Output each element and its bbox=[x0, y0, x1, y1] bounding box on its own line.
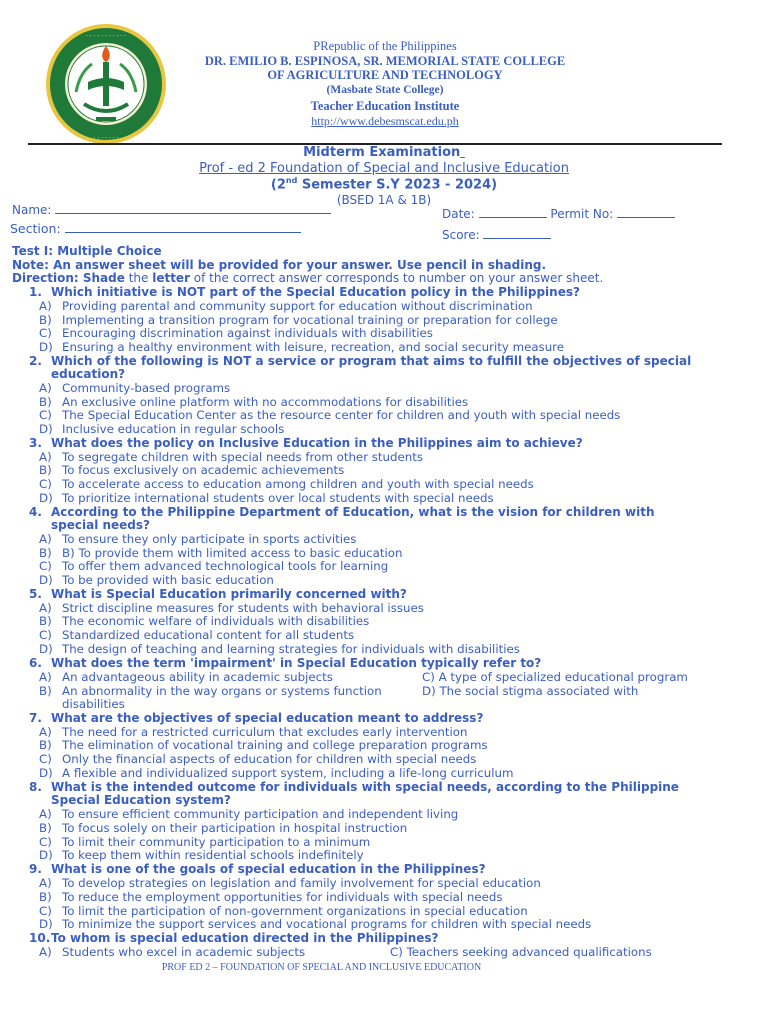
question-number: 6. bbox=[29, 656, 42, 670]
question-text: What are the objectives of special education meant to address? bbox=[51, 711, 484, 725]
option-5c[interactable] bbox=[39, 628, 354, 642]
option-text: Only the financial aspects of education for children with special needs bbox=[62, 752, 477, 766]
test-heading: Test I: Multiple Choice bbox=[12, 244, 162, 258]
option-4a[interactable] bbox=[39, 532, 356, 546]
question-4-cont: special needs? bbox=[51, 518, 150, 532]
option-3a[interactable] bbox=[39, 450, 423, 464]
option-text: To keep them within residential schools indefinitely bbox=[62, 848, 364, 862]
option-text: The social stigma associated with bbox=[439, 684, 639, 698]
option-text: To segregate children with special needs from other students bbox=[62, 450, 424, 464]
question-8 bbox=[29, 780, 679, 794]
option-text: An advantageous ability in academic subjects bbox=[62, 670, 333, 684]
question-text: What does the term 'impairment' in Special Education typically refer to? bbox=[51, 656, 542, 670]
option-text: The elimination of vocational training and college preparation programs bbox=[62, 738, 488, 752]
name-blank[interactable] bbox=[55, 202, 331, 214]
option-6b[interactable] bbox=[39, 684, 382, 698]
option-letter: B) bbox=[39, 890, 52, 904]
option-text: The design of teaching and learning strategies for individuals with disabilities bbox=[62, 642, 520, 656]
option-text: To ensure they only participate in sports activities bbox=[62, 532, 357, 546]
semester-pre: (2 bbox=[270, 177, 286, 193]
college-name-line1: DR. EMILIO B. ESPINOSA, SR. MEMORIAL STATE COLLEGE bbox=[204, 54, 566, 68]
question-text: What is Special Education primarily concerned with? bbox=[51, 587, 407, 601]
date-blank[interactable] bbox=[479, 206, 547, 218]
option-letter: A) bbox=[39, 876, 52, 890]
question-number: 4. bbox=[29, 505, 42, 519]
option-letter: D) bbox=[39, 573, 53, 587]
option-letter: A) bbox=[39, 450, 52, 464]
option-letter: D) bbox=[39, 642, 53, 656]
question-10 bbox=[29, 931, 439, 945]
option-letter: A) bbox=[39, 807, 52, 821]
semester-post: Semester S.Y 2023 - 2024) bbox=[297, 177, 498, 193]
question-3 bbox=[29, 436, 583, 450]
option-9a[interactable] bbox=[39, 876, 541, 890]
option-letter: C) bbox=[390, 945, 403, 959]
option-8d[interactable] bbox=[39, 848, 364, 862]
option-6a[interactable] bbox=[39, 670, 333, 684]
class-section: (BSED 1A & 1B) bbox=[336, 193, 432, 207]
page-footer: PROF ED 2 – FOUNDATION OF SPECIAL AND INCLUSIVE EDUCATION bbox=[161, 962, 482, 973]
section-blank[interactable] bbox=[65, 221, 301, 233]
option-letter: C) bbox=[39, 326, 52, 340]
option-letter: A) bbox=[39, 532, 52, 546]
option-10a[interactable] bbox=[39, 945, 305, 959]
option-letter: C) bbox=[39, 477, 52, 491]
option-8b[interactable] bbox=[39, 821, 407, 835]
option-letter: D) bbox=[422, 684, 436, 698]
option-2a[interactable] bbox=[39, 381, 230, 395]
date-permit-fields bbox=[442, 206, 675, 221]
college-seal-logo bbox=[44, 22, 168, 146]
option-3b[interactable] bbox=[39, 463, 344, 477]
option-text: To offer them advanced technological tools for learning bbox=[62, 559, 389, 573]
option-text: An exclusive online platform with no accommodations for disabilities bbox=[62, 395, 469, 409]
option-letter: A) bbox=[39, 725, 52, 739]
option-text: The Special Education Center as the resource center for children and youth with special needs bbox=[62, 408, 621, 422]
option-text: The economic welfare of individuals with disabilities bbox=[62, 614, 370, 628]
question-number: 10. bbox=[29, 931, 51, 945]
option-3c[interactable] bbox=[39, 477, 534, 491]
option-text: To ensure efficient community participation and independent living bbox=[62, 807, 459, 821]
question-text: Which of the following is NOT a service or program that aims to fulfill the objectives of special bbox=[51, 354, 692, 368]
option-letter: A) bbox=[39, 670, 52, 684]
direction-line bbox=[12, 271, 603, 285]
section-field[interactable] bbox=[10, 221, 301, 236]
option-5d[interactable] bbox=[39, 642, 520, 656]
option-letter: C) bbox=[39, 835, 52, 849]
option-1d[interactable] bbox=[39, 340, 564, 354]
option-letter: B) bbox=[39, 313, 52, 327]
direction-label: Direction: Shade bbox=[12, 271, 125, 285]
option-text: Inclusive education in regular schools bbox=[62, 422, 285, 436]
option-text: To accelerate access to education among children and youth with special needs bbox=[62, 477, 534, 491]
institute-name: Teacher Education Institute bbox=[310, 99, 460, 113]
option-text: An abnormality in the way organs or systems function bbox=[62, 684, 382, 698]
question-9 bbox=[29, 862, 486, 876]
question-text: To whom is special education directed in the Philippines? bbox=[51, 931, 439, 945]
svg-text:. . . . . . .: . . . . . . . bbox=[93, 133, 119, 140]
option-1b[interactable] bbox=[39, 313, 558, 327]
option-text: Students who excel in academic subjects bbox=[62, 945, 306, 959]
option-text: To develop strategies on legislation and family involvement for special education bbox=[62, 876, 541, 890]
name-field[interactable] bbox=[12, 202, 331, 217]
semester-line bbox=[0, 176, 768, 192]
option-4c[interactable] bbox=[39, 559, 388, 573]
option-6-wrap: disabilities bbox=[62, 697, 125, 711]
option-text: To reduce the employment opportunities for individuals with special needs bbox=[62, 890, 503, 904]
option-text: Providing parental and community support for education without discrimination bbox=[62, 299, 533, 313]
question-6 bbox=[29, 656, 541, 670]
option-9c[interactable] bbox=[39, 904, 528, 918]
question-2-cont: education? bbox=[51, 367, 126, 381]
note-line: Note: An answer sheet will be provided for your answer. Use pencil in shading. bbox=[12, 258, 547, 272]
option-6d[interactable] bbox=[422, 684, 638, 698]
option-9d[interactable] bbox=[39, 917, 591, 931]
option-letter: D) bbox=[39, 340, 53, 354]
option-letter: B) bbox=[39, 738, 52, 752]
question-1 bbox=[29, 285, 580, 299]
option-letter: D) bbox=[39, 422, 53, 436]
option-text: To focus exclusively on academic achievements bbox=[62, 463, 345, 477]
option-text: Strict discipline measures for students with behavioral issues bbox=[62, 601, 424, 615]
option-letter: C) bbox=[39, 628, 52, 642]
question-5 bbox=[29, 587, 407, 601]
option-text: To minimize the support services and vocational programs for children with special needs bbox=[62, 917, 592, 931]
option-8c[interactable] bbox=[39, 835, 370, 849]
option-text: To be provided with basic education bbox=[62, 573, 274, 587]
option-2c[interactable] bbox=[39, 408, 620, 422]
option-7d[interactable] bbox=[39, 766, 514, 780]
question-number: 9. bbox=[29, 862, 42, 876]
option-4d[interactable] bbox=[39, 573, 274, 587]
option-letter: C) bbox=[39, 904, 52, 918]
option-text: A type of specialized educational program bbox=[438, 670, 688, 684]
option-letter: C) bbox=[39, 408, 52, 422]
option-letter: A) bbox=[39, 945, 52, 959]
option-letter: D) bbox=[39, 491, 53, 505]
option-letter: D) bbox=[39, 917, 53, 931]
option-7a[interactable] bbox=[39, 725, 467, 739]
svg-text:. . . . . . . . . . .: . . . . . . . . . . . bbox=[85, 31, 127, 38]
option-text: B) To provide them with limited access to basic education bbox=[62, 546, 403, 560]
option-3d[interactable] bbox=[39, 491, 494, 505]
option-letter: B) bbox=[39, 546, 52, 560]
question-number: 7. bbox=[29, 711, 42, 725]
option-letter: B) bbox=[39, 684, 52, 698]
option-letter: A) bbox=[39, 299, 52, 313]
option-letter: B) bbox=[39, 395, 52, 409]
option-2d[interactable] bbox=[39, 422, 284, 436]
exam-title bbox=[0, 145, 768, 160]
question-number: 1. bbox=[29, 285, 42, 299]
score-blank[interactable] bbox=[483, 227, 551, 239]
option-text: Encouraging discrimination against individuals with disabilities bbox=[62, 326, 433, 340]
question-text: What is the intended outcome for individuals with special needs, according to the Philippine bbox=[51, 780, 679, 794]
option-text: To limit their community participation to a minimum bbox=[62, 835, 371, 849]
question-8-cont: Special Education system? bbox=[51, 793, 231, 807]
question-2 bbox=[29, 354, 691, 368]
name-label: Name: bbox=[12, 203, 52, 217]
score-field bbox=[442, 227, 551, 242]
question-text: Which initiative is NOT part of the Special Education policy in the Philippines? bbox=[51, 285, 580, 299]
question-number: 2. bbox=[29, 354, 42, 368]
option-letter: A) bbox=[39, 381, 52, 395]
option-7b[interactable] bbox=[39, 738, 488, 752]
option-4b[interactable] bbox=[39, 546, 403, 560]
option-8a[interactable] bbox=[39, 807, 458, 821]
option-letter: B) bbox=[39, 463, 52, 477]
republic-line: PRepublic of the Philippines bbox=[313, 39, 457, 53]
option-text: To focus solely on their participation in hospital instruction bbox=[62, 821, 408, 835]
option-5a[interactable] bbox=[39, 601, 424, 615]
title-underline bbox=[460, 145, 465, 160]
option-letter: D) bbox=[39, 766, 53, 780]
option-5b[interactable] bbox=[39, 614, 369, 628]
option-letter: C) bbox=[39, 752, 52, 766]
option-letter: C) bbox=[422, 670, 435, 684]
score-label: Score: bbox=[442, 228, 480, 242]
option-text: Standardized educational content for all students bbox=[62, 628, 355, 642]
option-text: The need for a restricted curriculum that excludes early intervention bbox=[62, 725, 468, 739]
question-text: According to the Philippine Department of Education, what is the vision for children with bbox=[51, 505, 655, 519]
question-text: What does the policy on Inclusive Education in the Philippines aim to achieve? bbox=[51, 436, 583, 450]
option-text: Implementing a transition program for vocational training or preparation for college bbox=[62, 313, 558, 327]
option-6c[interactable] bbox=[422, 670, 688, 684]
option-letter: B) bbox=[39, 821, 52, 835]
option-letter: D) bbox=[39, 848, 53, 862]
question-4 bbox=[29, 505, 655, 519]
option-10c[interactable] bbox=[390, 945, 652, 959]
question-number: 3. bbox=[29, 436, 42, 450]
option-9b[interactable] bbox=[39, 890, 503, 904]
college-website-link[interactable]: http://www.debesmscat.edu.ph bbox=[311, 114, 459, 128]
question-number: 5. bbox=[29, 587, 42, 601]
permit-blank[interactable] bbox=[617, 206, 675, 218]
option-letter: B) bbox=[39, 614, 52, 628]
option-2b[interactable] bbox=[39, 395, 468, 409]
option-7c[interactable] bbox=[39, 752, 476, 766]
option-text: Community-based programs bbox=[62, 381, 231, 395]
option-1a[interactable] bbox=[39, 299, 533, 313]
exam-title-text: Midterm Examination bbox=[303, 145, 461, 160]
semester-sup: nd bbox=[285, 176, 298, 185]
section-label: Section: bbox=[10, 221, 61, 236]
question-7 bbox=[29, 711, 483, 725]
college-name-line3: (Masbate State College) bbox=[326, 84, 444, 96]
college-name-line2: OF AGRICULTURE AND TECHNOLOGY bbox=[267, 68, 503, 82]
question-text: What is one of the goals of special education in the Philippines? bbox=[51, 862, 486, 876]
option-text: To limit the participation of non-government organizations in special education bbox=[62, 904, 528, 918]
direction-the: the bbox=[124, 271, 153, 285]
date-label: Date: bbox=[442, 207, 475, 221]
permit-label: Permit No: bbox=[550, 207, 614, 221]
direction-rest: of the correct answer corresponds to number on your answer sheet. bbox=[189, 271, 604, 285]
subject-title: Prof - ed 2 Foundation of Special and Inclusive Education bbox=[199, 161, 569, 176]
direction-letter: letter bbox=[152, 271, 190, 285]
question-number: 8. bbox=[29, 780, 42, 794]
option-1c[interactable] bbox=[39, 326, 433, 340]
option-letter: C) bbox=[39, 559, 52, 573]
option-text: To prioritize international students over local students with special needs bbox=[62, 491, 494, 505]
option-letter: A) bbox=[39, 601, 52, 615]
option-text: A flexible and individualized support system, including a life-long curriculum bbox=[62, 766, 514, 780]
option-text: Teachers seeking advanced qualifications bbox=[406, 945, 652, 959]
option-text: Ensuring a healthy environment with leisure, recreation, and social security measure bbox=[62, 340, 565, 354]
